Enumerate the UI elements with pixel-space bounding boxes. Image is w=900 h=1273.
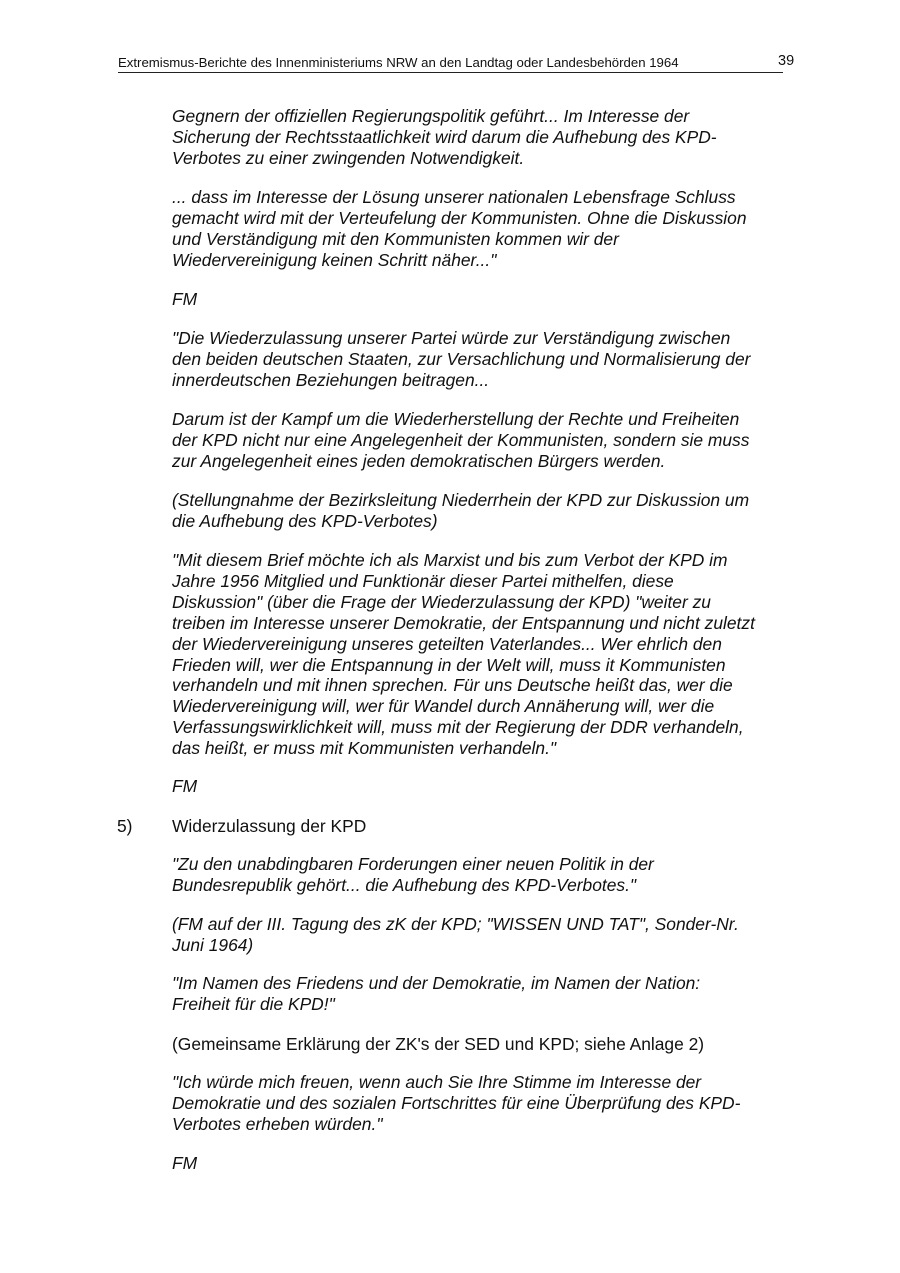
- text-line: Bundesrepublik gehört... die Aufhebung des KPD-Verbotes.": [172, 874, 637, 895]
- quote-paragraph: [172, 550, 787, 759]
- page-header: [118, 53, 795, 73]
- text-line: (FM auf der III. Tagung des zK der KPD; "WISSEN UND TAT", Sonder-Nr.: [172, 914, 739, 934]
- text-line: Verbotes zu einer zwingenden Notwendigkeit.: [172, 147, 525, 168]
- quote-paragraph: [172, 187, 787, 271]
- text-line: der KPD nicht nur eine Angelegenheit der Kommunisten, sondern sie muss: [172, 429, 750, 450]
- text-line: Wiedervereinigung keinen Schritt näher...": [172, 249, 497, 270]
- text-line: FM: [172, 289, 198, 309]
- source-label: [172, 1153, 787, 1174]
- text-line: Gegnern der offiziellen Regierungspolitik geführt... Im Interesse der: [172, 106, 690, 126]
- text-line: treiben im Interesse unserer Demokratie, der Entspannung und nicht zuletzt: [172, 612, 755, 633]
- source-label: [172, 776, 787, 797]
- text-line: Frieden will, wer die Entspannung in der Welt will, muss it Kommunisten: [172, 654, 726, 675]
- section-number: 5): [117, 816, 133, 836]
- text-line: zur Angelegenheit eines jeden demokratischen Bürgers werden.: [172, 450, 666, 471]
- text-line: Wiedervereinigung will, wer für Wandel durch Annäherung will, wer die: [172, 696, 715, 717]
- text-line: Diskussion" (über die Frage der Wiederzulassung der KPD) "weiter zu: [172, 591, 711, 612]
- source-citation: [172, 490, 787, 532]
- text-line: "Zu den unabdingbaren Forderungen einer neuen Politik in der: [172, 854, 654, 874]
- source-label: [172, 289, 787, 310]
- text-line: Juni 1964): [172, 934, 254, 955]
- source-citation: [172, 1034, 787, 1055]
- text-line: Freiheit für die KPD!": [172, 993, 335, 1014]
- text-line: "Ich würde mich freuen, wenn auch Sie Ihre Stimme im Interesse der: [172, 1072, 702, 1092]
- text-line: Verbotes erheben würden.": [172, 1113, 383, 1134]
- text-line: (Gemeinsame Erklärung der ZK's der SED und KPD; siehe Anlage 2): [172, 1034, 705, 1054]
- text-line: "Die Wiederzulassung unserer Partei würde zur Verständigung zwischen: [172, 328, 731, 348]
- quote-paragraph: [172, 1072, 787, 1135]
- quote-paragraph: [172, 854, 787, 896]
- quote-paragraph: [172, 973, 787, 1015]
- text-line: (Stellungnahme der Bezirksleitung Niederrhein der KPD zur Diskussion um: [172, 490, 750, 510]
- text-line: und Verständigung mit den Kommunisten kommen wir der: [172, 228, 619, 249]
- text-line: gemacht wird mit der Verteufelung der Kommunisten. Ohne die Diskussion: [172, 207, 747, 228]
- text-line: "Mit diesem Brief möchte ich als Marxist und bis zum Verbot der KPD im: [172, 550, 728, 570]
- text-line: Sicherung der Rechtsstaatlichkeit wird darum die Aufhebung des KPD-: [172, 126, 717, 147]
- header-title: Extremismus-Berichte des Innenministeriums NRW an den Landtag oder Landesbehörden 1964: [118, 55, 679, 70]
- text-line: Jahre 1956 Mitglied und Funktionär dieser Partei mithelfen, diese: [172, 570, 674, 591]
- section-title: Widerzulassung der KPD: [172, 816, 367, 836]
- text-line: das heißt, er muss mit Kommunisten verhandeln.": [172, 738, 557, 759]
- text-line: innerdeutschen Beziehungen beitragen...: [172, 369, 490, 390]
- text-line: der Wiedervereinigung unseres geteilten Vaterlandes... Wer ehrlich den: [172, 633, 722, 654]
- page-number: 39: [778, 53, 795, 69]
- text-line: ... dass im Interesse der Lösung unserer nationalen Lebensfrage Schluss: [172, 187, 736, 207]
- quote-paragraph: [172, 409, 787, 472]
- text-line: Demokratie und des sozialen Fortschrittes für eine Überprüfung des KPD-: [172, 1092, 741, 1113]
- quote-paragraph: [172, 328, 787, 391]
- text-line: FM: [172, 776, 198, 796]
- section-heading: [172, 816, 787, 837]
- text-line: Verfassungswirklichkeit will, muss mit der Regierung der DDR verhandeln,: [172, 717, 744, 738]
- text-line: die Aufhebung des KPD-Verbotes): [172, 510, 438, 531]
- text-line: verhandeln und mit ihnen sprechen. Für uns Deutsche heißt das, wer die: [172, 675, 733, 696]
- paragraph-continuation: [172, 106, 787, 169]
- text-line: "Im Namen des Friedens und der Demokratie, im Namen der Nation:: [172, 973, 701, 993]
- text-line: FM: [172, 1153, 198, 1173]
- text-line: den beiden deutschen Staaten, zur Versachlichung und Normalisierung der: [172, 348, 751, 369]
- source-citation: [172, 914, 787, 956]
- text-line: Darum ist der Kampf um die Wiederherstellung der Rechte und Freiheiten: [172, 409, 740, 429]
